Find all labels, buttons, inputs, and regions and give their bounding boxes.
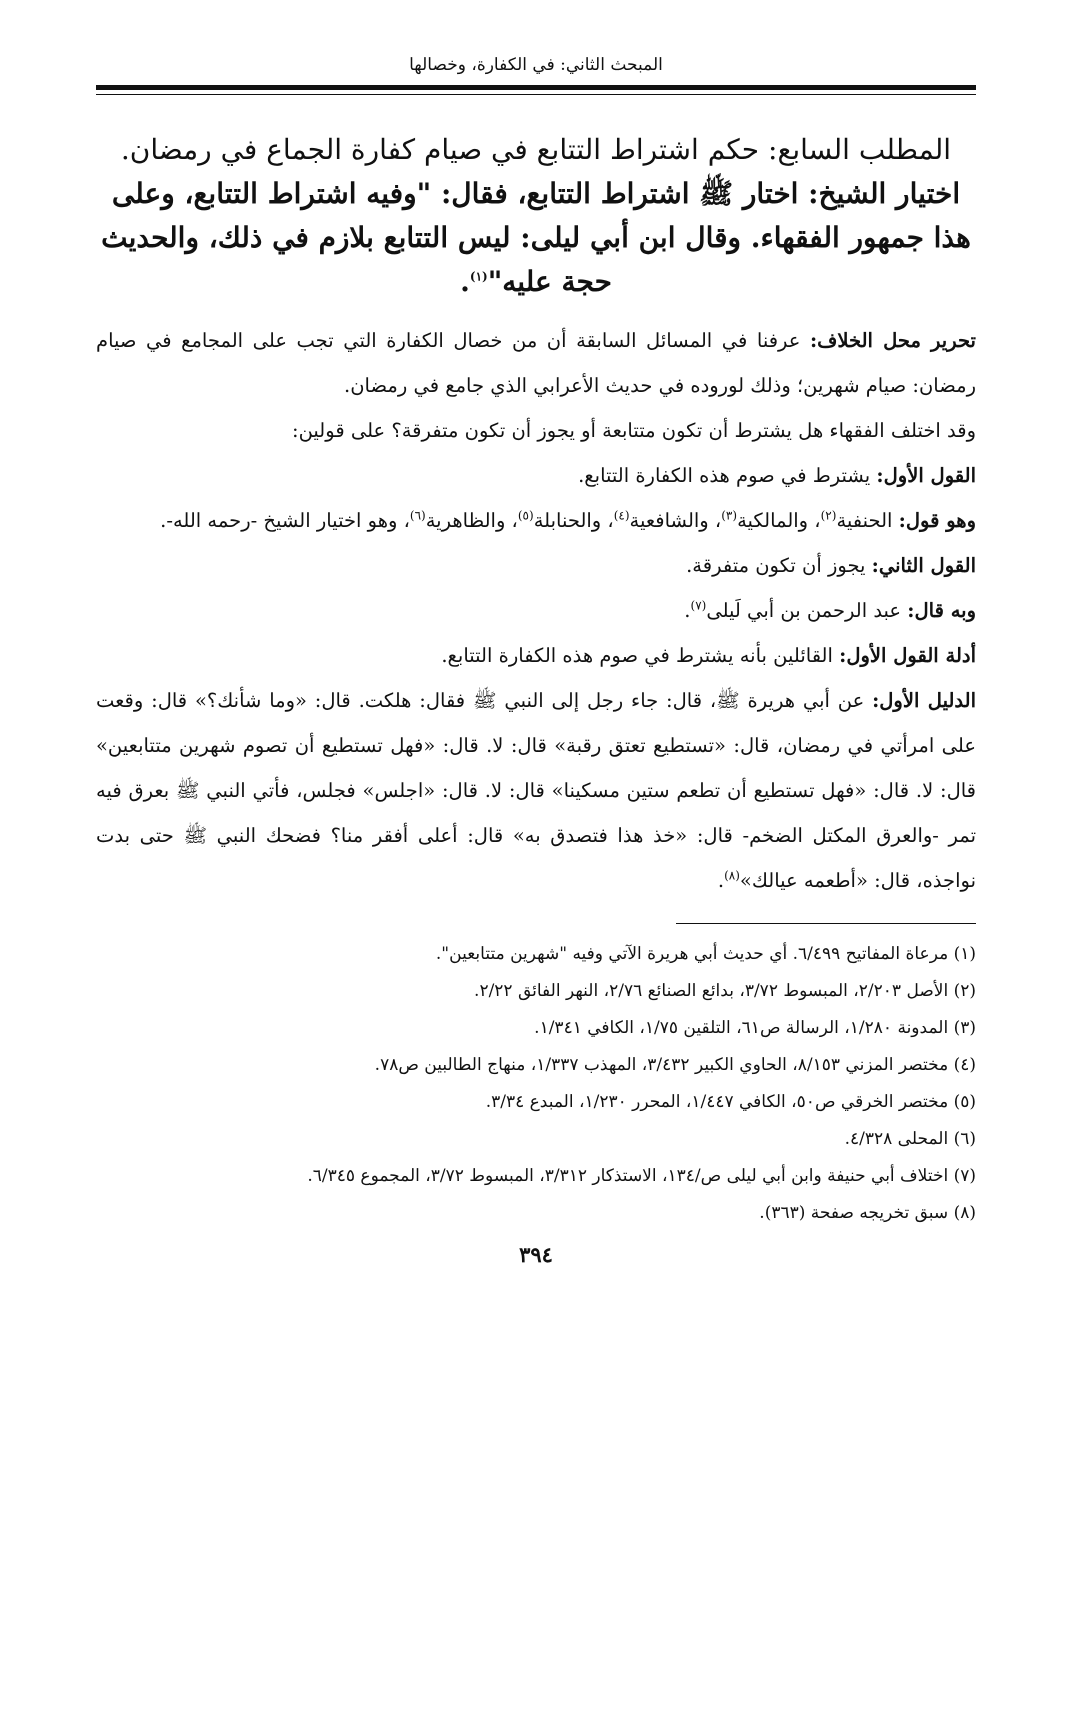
label-holders: وهو قول: xyxy=(898,509,976,532)
label-first-evidence: الدليل الأول: xyxy=(872,689,976,712)
footnote-ref-1[interactable]: (١) xyxy=(469,269,488,284)
sheikh-choice: اختيار الشيخ: اختار ﷺ اشتراط التتابع، فقال: "وفيه اشتراط التتابع، وعلى هذا جمهور الفقهاء. وقال ابن أبي ليلى: ليس التتابع بلازم في ذلك، والحديث حجة عليه"$^{(١)}$. xyxy=(101,177,971,298)
footnote-6: (٦) المحلى ٤/٣٢٨. xyxy=(844,1129,976,1149)
page xyxy=(96,55,976,1267)
body-text xyxy=(96,318,976,903)
footnote-ref-7[interactable]: (٧) xyxy=(690,598,707,613)
footnote-5: (٥) مختصر الخرقي ص٥٠، الكافي ١/٤٤٧، المحرر ١/٢٣٠، المبدع ٣/٣٤. xyxy=(485,1092,976,1112)
section-heading xyxy=(96,128,976,304)
paragraph-first-opinion-holders: وهو قول: الحنفية$^{(٢)}$، والمالكية$^{(٣)}$، والشافعية$^{(٤)}$، والحنابلة$^{(٥)}$، والظاهرية$^{(٦)}$، وهو اختيار الشيخ -رحمه الله-. xyxy=(160,508,976,532)
section-title: المطلب السابع: حكم اشتراط التتابع في صيام كفارة الجماع في رمضان. xyxy=(120,133,952,166)
footnote-ref-2[interactable]: (٢) xyxy=(820,508,837,523)
choice-text-b: اشتراط التتابع، فقال: "وفيه اشتراط التتابع، وعلى هذا جمهور الفقهاء. وقال ابن أبي ليلى: ليس التتابع بلازم في ذلك، والحديث حجة عليه" xyxy=(101,177,971,298)
paragraph-first-evidence: الدليل الأول: عن أبي هريرة ﷺ، قال: جاء رجل إلى النبي ﷺ فقال: هلكت. قال: «وما شأنك؟» قال: وقعت على امرأتي في رمضان، قال: «تستطيع تعتق رقبة» قال: لا. قال: «فهل تستطيع أن تصوم شهرين متتابعين» قال: لا. قال: «فهل تستطيع أن تطعم ستين مسكينا» قال: لا. قال: «اجلس» فجلس، فأتي النبي ﷺ بعرق فيه تمر -والعرق المكتل الضخم- قال: «خذ هذا فتصدق به» قال: أعلى أفقر منا؟ فضحك النبي ﷺ حتى بدت نواجذه، قال: «أطعمه عيالك»$^{(٨)}$. xyxy=(96,689,976,892)
label-evidence: أدلة القول الأول: xyxy=(839,644,976,667)
footnote-ref-3[interactable]: (٣) xyxy=(721,508,738,523)
choice-text-a: اختيار الشيخ: اختار xyxy=(733,177,961,210)
paragraph-second-opinion-holder: وبه قال: عبد الرحمن بن أبي لَيلى$^{(٧)}$. xyxy=(684,598,976,622)
paragraph-first-opinion: القول الأول: يشترط في صوم هذه الكفارة التتابع. xyxy=(578,464,976,487)
footnote-7: (٧) اختلاف أبي حنيفة وابن أبي ليلى ص/١٣٤، الاستذكار ٣/٣١٢، المبسوط ٣/٧٢، المجموع ٦/٣٤٥. xyxy=(307,1166,976,1186)
paragraph-dispute: تحرير محل الخلاف: عرفنا في المسائل السابقة أن من خصال الكفارة التي تجب على المجامع في صيام رمضان: صيام شهرين؛ وذلك لوروده في حديث الأعرابي الذي جامع في رمضان. xyxy=(96,329,976,397)
footnote-ref-4[interactable]: (٤) xyxy=(613,508,630,523)
honorific-glyph: ﷺ xyxy=(699,177,734,210)
page-number: ٣٩٤ xyxy=(519,1242,553,1267)
footnote-1: (١) مرعاة المفاتيح ٦/٤٩٩. أي حديث أبي هريرة الآتي وفيه "شهرين متتابعين". xyxy=(435,944,976,964)
footnote-divider xyxy=(676,923,976,924)
paragraph-evidence-heading: أدلة القول الأول: القائلين بأنه يشترط في صوم هذه الكفارة التتابع. xyxy=(441,644,976,667)
footnote-ref-6[interactable]: (٦) xyxy=(409,508,426,523)
footnote-ref-5[interactable]: (٥) xyxy=(517,508,534,523)
footnote-4: (٤) مختصر المزني ٨/١٥٣، الحاوي الكبير ٣/٤٣٢، المهذب ١/٣٣٧، منهاج الطالبين ص٧٨. xyxy=(374,1055,976,1075)
footnote-8: (٨) سبق تخريجه صفحة (٣٦٣). xyxy=(759,1203,976,1223)
footnote-ref-8[interactable]: (٨) xyxy=(724,868,740,883)
label-holder: وبه قال: xyxy=(907,599,976,622)
label-dispute: تحرير محل الخلاف: xyxy=(809,329,976,352)
label-second-opinion: القول الثاني: xyxy=(871,554,976,577)
footnotes xyxy=(96,936,976,1232)
footnote-3: (٣) المدونة ١/٢٨٠، الرسالة ص٦١، التلقين ١/٧٥، الكافي ١/٣٤١. xyxy=(534,1018,976,1038)
label-first-opinion: القول الأول: xyxy=(876,464,976,487)
running-header: المبحث الثاني: في الكفارة، وخصالها xyxy=(96,55,976,90)
paragraph-second-opinion: القول الثاني: يجوز أن تكون متفرقة. xyxy=(686,554,976,577)
paragraph-disagreement: وقد اختلف الفقهاء هل يشترط أن تكون متتابعة أو يجوز أن تكون متفرقة؟ على قولين: xyxy=(292,419,976,442)
footnote-2: (٢) الأصل ٢/٢٠٣، المبسوط ٣/٧٢، بدائع الصنائع ٢/٧٦، النهر الفائق ٢/٢٢. xyxy=(474,981,976,1001)
